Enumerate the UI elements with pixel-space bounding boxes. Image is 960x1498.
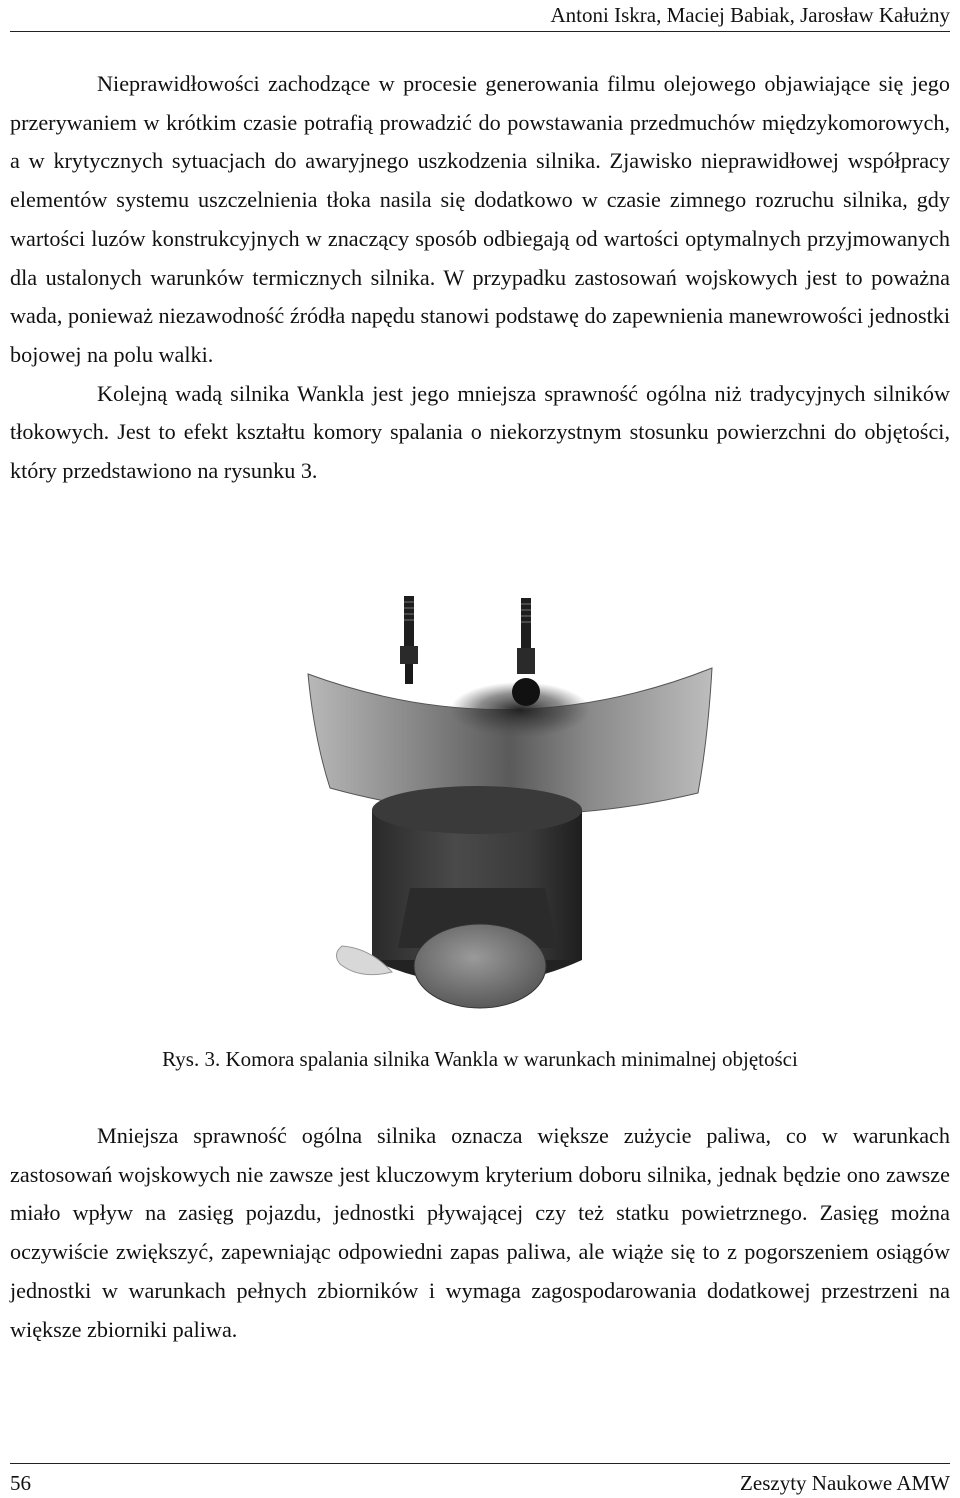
header-authors: Antoni Iskra, Maciej Babiak, Jarosław Kałużny	[550, 3, 950, 27]
combustion-chamber-illustration	[300, 588, 720, 1024]
running-header	[10, 0, 950, 28]
spark-plug-left-icon	[400, 596, 418, 684]
spark-plug-right-icon	[512, 598, 540, 706]
page-number: 56	[10, 1471, 31, 1495]
header-rule	[10, 31, 950, 32]
paragraph-3: Mniejsza sprawność ogólna silnika oznacza większe zużycie paliwa, co w warunkach zastosowań wojskowych nie zawsze jest kluczowym kryterium doboru silnika, jednak będzie ono zawsze miało wpływ na zasięg pojazdu, jednostki pływającej czy też statku powietrznego. Zasięg można oczywiście zwiększyć, zapewniając odpowiedni zapas paliwa, ale wiąże się to z pogorszeniem osiągów jednostki w warunkach pełnych zbiorników i wymaga zagospodarowania dodatkowej przestrzeni na większe zbiorniki paliwa.	[10, 1123, 950, 1342]
body-text-top	[10, 65, 950, 491]
journal-name: Zeszyty Naukowe AMW	[740, 1471, 950, 1495]
figure-caption: Rys. 3. Komora spalania silnika Wankla w warunkach minimalnej objętości	[162, 1047, 798, 1071]
footer-rule	[10, 1463, 950, 1464]
cylinder-shape	[372, 786, 582, 1008]
paragraph-2: Kolejną wadą silnika Wankla jest jego mniejsza sprawność ogólna niż tradycyjnych silników tłokowych. Jest to efekt kształtu komory spalania o niekorzystnym stosunku powierzchni do objętości, który przedstawiono na rysunku 3.	[10, 380, 950, 484]
paragraph-1: Nieprawidłowości zachodzące w procesie generowania filmu olejowego objawiające się jego przerywaniem w krótkim czasie potrafią prowadzić do powstawania przedmuchów międzykomorowych, a w krytycznych sytuacjach do awaryjnego uszkodzenia silnika. Zjawisko nieprawidłowej współpracy elementów systemu uszczelnienia tłoka nasila się dodatkowo w czasie zimnego rozruchu silnika, gdy wartości luzów konstrukcyjnych w znaczący sposób odbiegają od wartości optymalnych przyjmowanych dla ustalonych warunków termicznych silnika. W przypadku zastosowań wojskowych jest to poważna wada, ponieważ niezawodność źródła napędu stanowi podstawę do zapewnienia manewrowości jednostki bojowej na polu walki.	[10, 71, 950, 367]
body-text-bottom	[10, 1117, 950, 1349]
figure-combustion-chamber	[300, 588, 720, 1024]
